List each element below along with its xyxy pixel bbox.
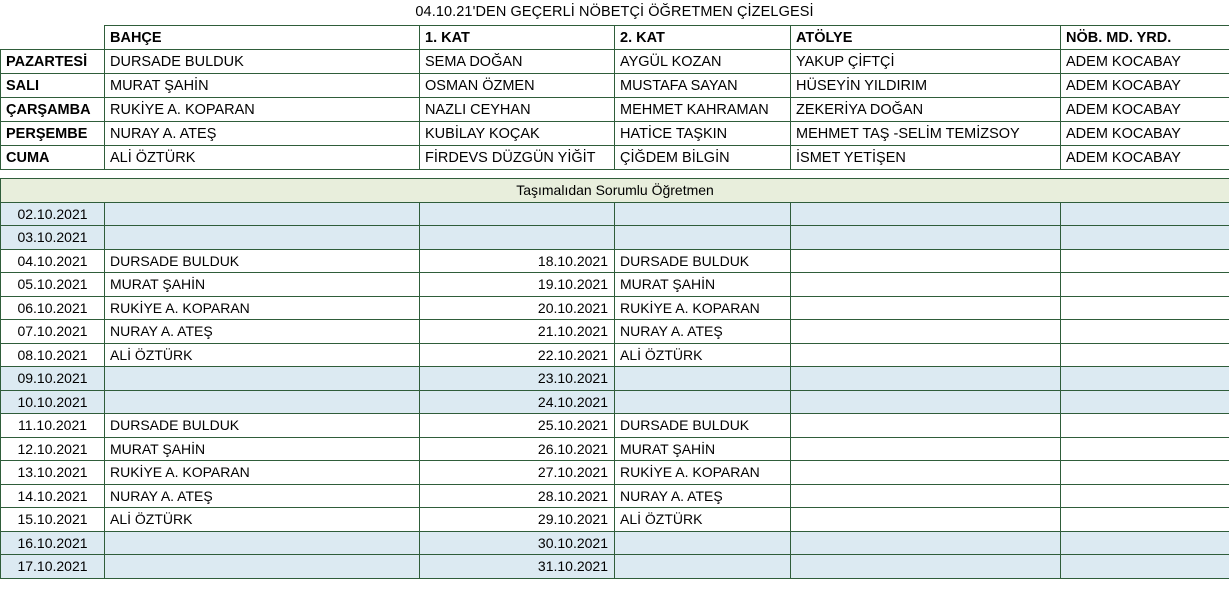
transport-name-left	[105, 202, 420, 226]
transport-name-right	[615, 226, 791, 250]
transport-name-left: DURSADE BULDUK	[105, 414, 420, 438]
transport-table-body	[1, 179, 1229, 579]
transport-name-right	[615, 531, 791, 555]
duty-cell-kat2: HATİCE TAŞKIN	[615, 122, 791, 146]
duty-cell-kat1: SEMA DOĞAN	[420, 50, 615, 74]
transport-name-left: ALİ ÖZTÜRK	[105, 343, 420, 367]
transport-empty-a	[791, 202, 1061, 226]
transport-empty-a	[791, 461, 1061, 485]
transport-name-left: NURAY A. ATEŞ	[105, 320, 420, 344]
table-row	[1, 508, 1229, 532]
transport-name-left: ALİ ÖZTÜRK	[105, 508, 420, 532]
transport-name-left: MURAT ŞAHİN	[105, 437, 420, 461]
transport-date-left: 10.10.2021	[1, 390, 105, 414]
duty-cell-kat1: FİRDEVS DÜZGÜN YİĞİT	[420, 146, 615, 170]
transport-date-right: 25.10.2021	[420, 414, 615, 438]
transport-name-right: ALİ ÖZTÜRK	[615, 343, 791, 367]
table-row	[1, 414, 1229, 438]
table-row	[1, 531, 1229, 555]
transport-date-left: 07.10.2021	[1, 320, 105, 344]
table-row	[1, 555, 1229, 579]
page-title: 04.10.21'DEN GEÇERLİ NÖBETÇİ ÖĞRETMEN ÇİZELGESİ	[415, 4, 814, 20]
transport-name-right: MURAT ŞAHİN	[615, 437, 791, 461]
transport-date-right	[420, 226, 615, 250]
transport-empty-b	[1061, 508, 1229, 532]
transport-name-right: ALİ ÖZTÜRK	[615, 508, 791, 532]
table-row	[1, 343, 1229, 367]
transport-date-right: 19.10.2021	[420, 273, 615, 297]
transport-name-left: DURSADE BULDUK	[105, 249, 420, 273]
table-row	[1, 461, 1229, 485]
transport-date-left: 11.10.2021	[1, 414, 105, 438]
transport-date-left: 05.10.2021	[1, 273, 105, 297]
transport-date-right	[420, 202, 615, 226]
transport-name-right	[615, 367, 791, 391]
transport-name-right: NURAY A. ATEŞ	[615, 484, 791, 508]
duty-day-label: PERŞEMBE	[1, 122, 105, 146]
transport-date-right: 22.10.2021	[420, 343, 615, 367]
duty-day-label: CUMA	[1, 146, 105, 170]
transport-empty-a	[791, 508, 1061, 532]
table-row	[1, 390, 1229, 414]
transport-empty-b	[1061, 414, 1229, 438]
transport-date-right: 21.10.2021	[420, 320, 615, 344]
transport-empty-a	[791, 555, 1061, 579]
transport-empty-b	[1061, 367, 1229, 391]
table-row	[1, 202, 1229, 226]
table-row	[1, 484, 1229, 508]
transport-date-right: 20.10.2021	[420, 296, 615, 320]
table-row	[1, 320, 1229, 344]
transport-name-left: MURAT ŞAHİN	[105, 273, 420, 297]
transport-responsible-table	[0, 178, 1229, 579]
transport-empty-a	[791, 367, 1061, 391]
transport-name-right	[615, 555, 791, 579]
table-row	[1, 74, 1229, 98]
transport-name-right: RUKİYE A. KOPARAN	[615, 296, 791, 320]
table-row	[1, 296, 1229, 320]
duty-cell-atolye: YAKUP ÇİFTÇİ	[791, 50, 1061, 74]
transport-empty-b	[1061, 296, 1229, 320]
duty-header-bahce: BAHÇE	[105, 26, 420, 50]
transport-empty-b	[1061, 437, 1229, 461]
table-row	[1, 249, 1229, 273]
transport-empty-a	[791, 437, 1061, 461]
duty-cell-nob: ADEM KOCABAY	[1061, 98, 1229, 122]
transport-date-right: 18.10.2021	[420, 249, 615, 273]
duty-cell-kat2: MUSTAFA SAYAN	[615, 74, 791, 98]
duty-cell-kat1: NAZLI CEYHAN	[420, 98, 615, 122]
transport-name-right: DURSADE BULDUK	[615, 249, 791, 273]
transport-empty-b	[1061, 531, 1229, 555]
transport-name-right: NURAY A. ATEŞ	[615, 320, 791, 344]
transport-name-left	[105, 367, 420, 391]
transport-date-right: 28.10.2021	[420, 484, 615, 508]
duty-table-header-row	[1, 26, 1229, 50]
transport-empty-b	[1061, 273, 1229, 297]
transport-band-title: Taşımalıdan Sorumlu Öğretmen	[1, 179, 1229, 203]
transport-empty-a	[791, 343, 1061, 367]
transport-name-left	[105, 390, 420, 414]
transport-name-left: NURAY A. ATEŞ	[105, 484, 420, 508]
duty-cell-bahce: DURSADE BULDUK	[105, 50, 420, 74]
transport-date-left: 02.10.2021	[1, 202, 105, 226]
duty-cell-nob: ADEM KOCABAY	[1061, 74, 1229, 98]
transport-date-left: 04.10.2021	[1, 249, 105, 273]
duty-header-corner	[1, 26, 105, 50]
duty-day-label: SALI	[1, 74, 105, 98]
duty-cell-atolye: ZEKERİYA DOĞAN	[791, 98, 1061, 122]
duty-cell-kat1: KUBİLAY KOÇAK	[420, 122, 615, 146]
duty-cell-atolye: HÜSEYİN YILDIRIM	[791, 74, 1061, 98]
transport-empty-a	[791, 226, 1061, 250]
transport-date-right: 31.10.2021	[420, 555, 615, 579]
table-row	[1, 273, 1229, 297]
transport-name-right: RUKİYE A. KOPARAN	[615, 461, 791, 485]
duty-cell-kat2: ÇİĞDEM BİLGİN	[615, 146, 791, 170]
table-row	[1, 226, 1229, 250]
transport-empty-b	[1061, 461, 1229, 485]
transport-empty-b	[1061, 226, 1229, 250]
transport-name-left	[105, 531, 420, 555]
transport-date-right: 24.10.2021	[420, 390, 615, 414]
duty-header-kat2: 2. KAT	[615, 26, 791, 50]
transport-empty-b	[1061, 249, 1229, 273]
duty-cell-bahce: ALİ ÖZTÜRK	[105, 146, 420, 170]
duty-cell-bahce: RUKİYE A. KOPARAN	[105, 98, 420, 122]
transport-empty-b	[1061, 390, 1229, 414]
transport-name-left: RUKİYE A. KOPARAN	[105, 461, 420, 485]
transport-date-left: 09.10.2021	[1, 367, 105, 391]
table-row	[1, 367, 1229, 391]
transport-date-left: 15.10.2021	[1, 508, 105, 532]
transport-date-left: 12.10.2021	[1, 437, 105, 461]
transport-date-left: 16.10.2021	[1, 531, 105, 555]
transport-empty-a	[791, 296, 1061, 320]
table-row	[1, 50, 1229, 74]
duty-header-atolye: ATÖLYE	[791, 26, 1061, 50]
duty-cell-atolye: MEHMET TAŞ -SELİM TEMİZSOY	[791, 122, 1061, 146]
duty-cell-kat1: OSMAN ÖZMEN	[420, 74, 615, 98]
transport-name-left: RUKİYE A. KOPARAN	[105, 296, 420, 320]
duty-cell-kat2: MEHMET KAHRAMAN	[615, 98, 791, 122]
transport-band-row	[1, 179, 1229, 203]
transport-empty-b	[1061, 484, 1229, 508]
transport-empty-a	[791, 390, 1061, 414]
table-row	[1, 98, 1229, 122]
transport-empty-a	[791, 320, 1061, 344]
duty-cell-nob: ADEM KOCABAY	[1061, 146, 1229, 170]
duty-cell-kat2: AYGÜL KOZAN	[615, 50, 791, 74]
transport-name-left	[105, 555, 420, 579]
duty-cell-nob: ADEM KOCABAY	[1061, 50, 1229, 74]
transport-empty-b	[1061, 343, 1229, 367]
transport-date-right: 26.10.2021	[420, 437, 615, 461]
transport-date-left: 08.10.2021	[1, 343, 105, 367]
transport-date-left: 13.10.2021	[1, 461, 105, 485]
transport-date-right: 29.10.2021	[420, 508, 615, 532]
transport-name-right: MURAT ŞAHİN	[615, 273, 791, 297]
transport-name-right	[615, 202, 791, 226]
transport-date-left: 14.10.2021	[1, 484, 105, 508]
table-row	[1, 122, 1229, 146]
transport-date-left: 17.10.2021	[1, 555, 105, 579]
duty-day-label: PAZARTESİ	[1, 50, 105, 74]
transport-empty-b	[1061, 320, 1229, 344]
transport-empty-b	[1061, 555, 1229, 579]
transport-date-right: 27.10.2021	[420, 461, 615, 485]
duty-cell-nob: ADEM KOCABAY	[1061, 122, 1229, 146]
transport-date-left: 06.10.2021	[1, 296, 105, 320]
transport-empty-b	[1061, 202, 1229, 226]
transport-empty-a	[791, 273, 1061, 297]
table-gap-divider	[0, 170, 1229, 178]
duty-cell-atolye: İSMET YETİŞEN	[791, 146, 1061, 170]
transport-empty-a	[791, 249, 1061, 273]
transport-empty-a	[791, 484, 1061, 508]
transport-date-right: 23.10.2021	[420, 367, 615, 391]
duty-cell-bahce: NURAY A. ATEŞ	[105, 122, 420, 146]
duty-table-body	[1, 26, 1229, 170]
transport-date-left: 03.10.2021	[1, 226, 105, 250]
duty-header-nob: NÖB. MD. YRD.	[1061, 26, 1229, 50]
transport-date-right: 30.10.2021	[420, 531, 615, 555]
transport-name-left	[105, 226, 420, 250]
transport-name-right	[615, 390, 791, 414]
transport-empty-a	[791, 414, 1061, 438]
duty-day-label: ÇARŞAMBA	[1, 98, 105, 122]
table-row	[1, 437, 1229, 461]
duty-header-kat1: 1. KAT	[420, 26, 615, 50]
transport-name-right: DURSADE BULDUK	[615, 414, 791, 438]
duty-schedule-table	[0, 25, 1229, 170]
duty-cell-bahce: MURAT ŞAHİN	[105, 74, 420, 98]
transport-empty-a	[791, 531, 1061, 555]
table-row	[1, 146, 1229, 170]
